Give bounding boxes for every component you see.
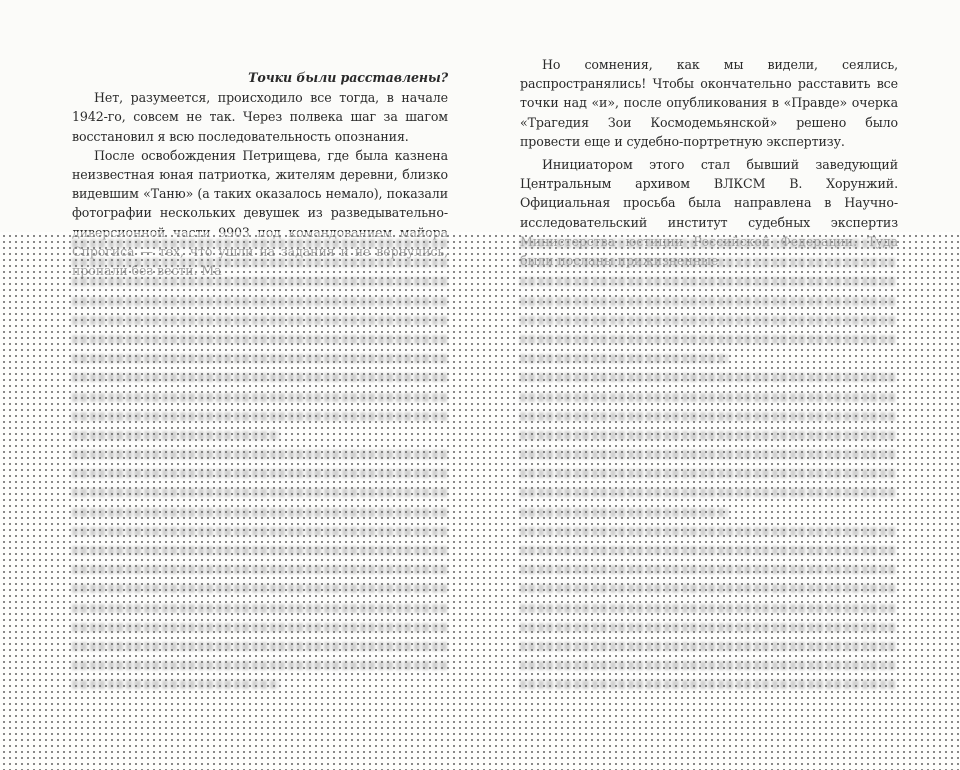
- dither-overlay: [0, 232, 960, 770]
- left-paragraph-2: После освобождения Петрищева, где была казнена неизвестная юная патриотка, жителям деревни, близко видевшим «Таню» (а таких оказалось немало), показали фотографии нескольких девушек из разведывательно-: [72, 147, 448, 221]
- right-paragraph-1: Но сомнения, как мы видели, сеялись, распространялись! Чтобы окончательно расставить все точки над «и», после опубликования в «Правде» очерка «Трагедия Зои Космодемьянской» решено было провести еще и судебно-портретную экспертизу.: [520, 57, 898, 149]
- section-heading: Точки были расставлены?: [248, 70, 448, 85]
- right-paragraph-2: Инициатором этого стал бывший заведующий Центральным архивом ВЛКСМ В. Хорунжий. Официальная просьба была направлена в Научно-исследовательский институт судебных экспертиз: [520, 157, 898, 230]
- left-paragraph-1: Нет, разумеется, происходило все тогда, в начале 1942-го, совсем не так. Через полвека шаг за шагом восстановил я всю последовательность опознания.: [72, 90, 448, 144]
